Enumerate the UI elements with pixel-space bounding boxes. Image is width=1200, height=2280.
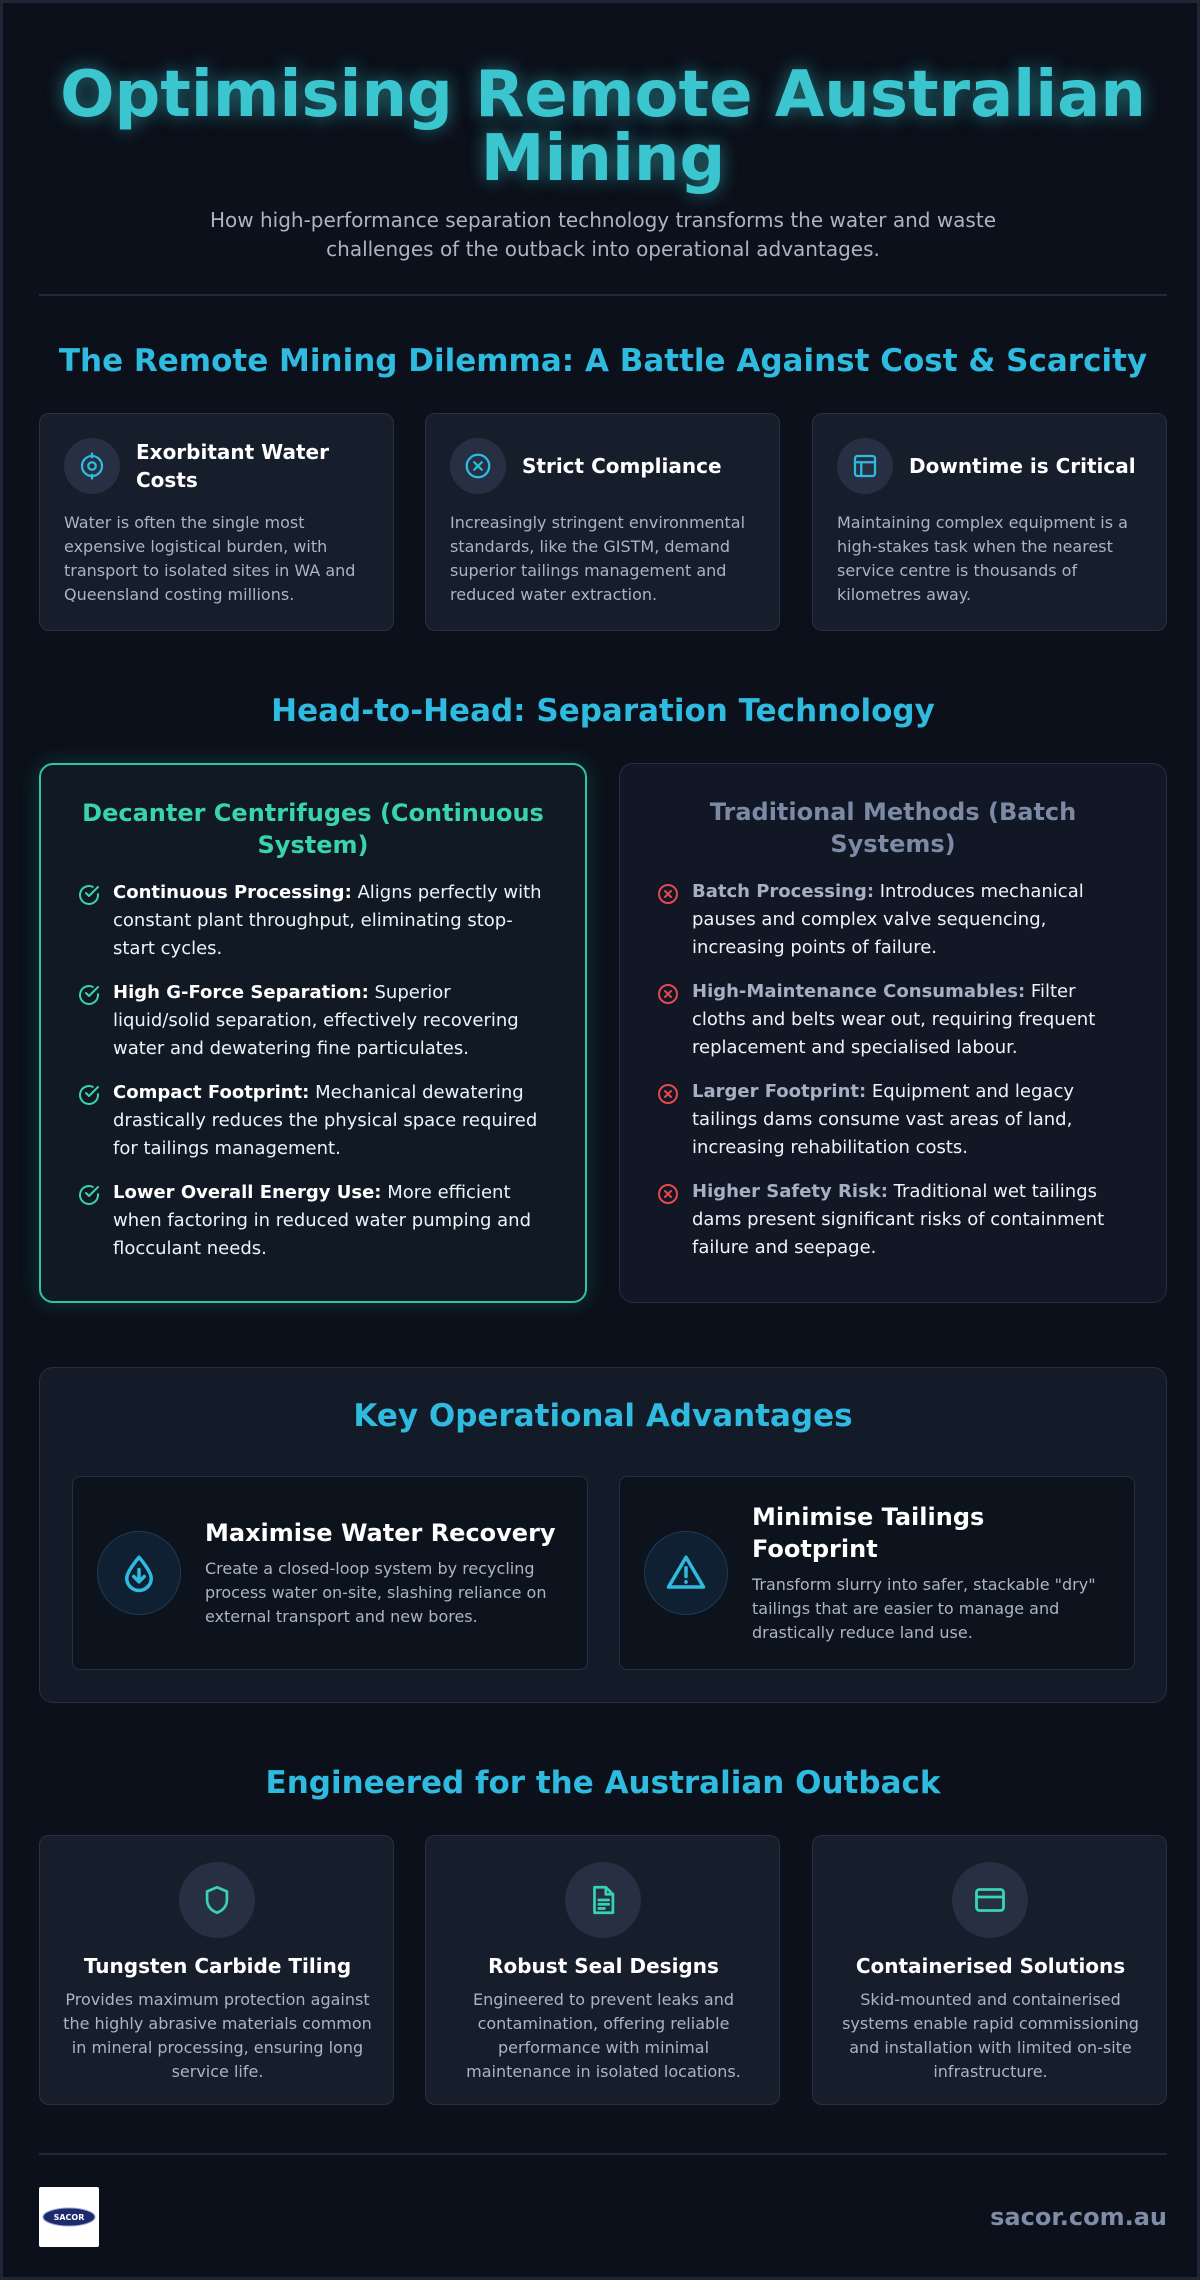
header-divider bbox=[39, 294, 1167, 296]
benefit-text: Mechanical dewatering drastically reduces the physical space required for tailings management. bbox=[113, 1082, 538, 1159]
drawback-item bbox=[656, 1078, 1130, 1162]
outback-card-text: Engineered to prevent leaks and contamination, offering reliable performance with minimal maintenance in isolated locations. bbox=[466, 1990, 741, 2081]
outback-card-text: Provides maximum protection against the highly abrasive materials common in mineral processing, ensuring long service life. bbox=[63, 1990, 372, 2081]
x-circle-icon bbox=[656, 882, 680, 906]
comparison-section-title: Head-to-Head: Separation Technology bbox=[271, 693, 935, 729]
drawback-text: Filter cloths and belts wear out, requiring frequent replacement and specialised labour. bbox=[692, 981, 1096, 1058]
dilemma-card-title: Exorbitant Water Costs bbox=[136, 440, 329, 492]
dilemma-card-compliance bbox=[425, 413, 780, 631]
benefit-text: More efficient when factoring in reduced water pumping and flocculant needs. bbox=[113, 1182, 532, 1259]
advantage-text: Transform slurry into safer, stackable "dry" tailings that are easier to manage and drastically reduce land use. bbox=[752, 1575, 1096, 1642]
layout-panel-icon bbox=[837, 438, 893, 494]
x-circle-icon bbox=[450, 438, 506, 494]
website-link[interactable]: sacor.com.au bbox=[990, 2203, 1167, 2231]
outback-card-seals bbox=[425, 1835, 780, 2105]
dilemma-card-water-costs bbox=[39, 413, 394, 631]
benefit-label: Continuous Processing: bbox=[113, 882, 352, 903]
check-circle-icon bbox=[77, 1083, 101, 1107]
decanter-centrifuge-panel bbox=[39, 763, 587, 1303]
outback-card-title: Tungsten Carbide Tiling bbox=[83, 1954, 352, 1978]
drawback-label: Higher Safety Risk: bbox=[692, 1181, 888, 1202]
decanter-benefit-list bbox=[77, 879, 549, 1263]
outback-card-text: Skid-mounted and containerised systems enable rapid commissioning and installation with limited on-site infrastructure. bbox=[842, 1990, 1139, 2081]
logo-text: SACOR bbox=[53, 2213, 85, 2222]
outback-card-tungsten bbox=[39, 1835, 394, 2105]
sacor-logo bbox=[39, 2187, 99, 2247]
drawback-text: Equipment and legacy tailings dams consume vast areas of land, increasing rehabilitation costs. bbox=[692, 1081, 1075, 1158]
page-subtitle: How high-performance separation technology transforms the water and waste challenges of the outback into operational advantages. bbox=[210, 208, 996, 261]
dilemma-card-text: Increasingly stringent environmental standards, like the GISTM, demand superior tailings management and reduced water extraction. bbox=[450, 513, 746, 604]
advantages-section-title: Key Operational Advantages bbox=[353, 1398, 853, 1434]
outback-section-title: Engineered for the Australian Outback bbox=[265, 1765, 941, 1801]
traditional-drawback-list bbox=[656, 878, 1130, 1262]
traditional-methods-panel bbox=[619, 763, 1167, 1303]
water-drop-target-icon bbox=[64, 438, 120, 494]
document-icon bbox=[565, 1862, 641, 1938]
benefit-item bbox=[77, 1079, 549, 1163]
advantage-card-tailings-footprint bbox=[619, 1476, 1135, 1670]
x-circle-icon bbox=[656, 1182, 680, 1206]
dilemma-card-title: Strict Compliance bbox=[522, 454, 722, 478]
benefit-item bbox=[77, 979, 549, 1063]
benefit-text: Aligns perfectly with constant plant throughput, eliminating stop-start cycles. bbox=[113, 882, 542, 959]
decanter-panel-title: Decanter Centrifuges (Continuous System) bbox=[82, 799, 544, 859]
drawback-item bbox=[656, 1178, 1130, 1262]
x-circle-icon bbox=[656, 1082, 680, 1106]
dilemma-section-title: The Remote Mining Dilemma: A Battle Against Cost & Scarcity bbox=[58, 343, 1148, 379]
check-circle-icon bbox=[77, 1183, 101, 1207]
drawback-label: High-Maintenance Consumables: bbox=[692, 981, 1026, 1002]
check-circle-icon bbox=[77, 883, 101, 907]
advantage-card-water-recovery bbox=[72, 1476, 588, 1670]
dilemma-card-text: Maintaining complex equipment is a high-stakes task when the nearest service centre is thousands of kilometres away. bbox=[837, 513, 1128, 604]
dilemma-card-text: Water is often the single most expensive logistical burden, with transport to isolated sites in WA and Queensland costing millions. bbox=[64, 513, 356, 604]
shield-icon bbox=[179, 1862, 255, 1938]
drawback-label: Batch Processing: bbox=[692, 881, 875, 902]
advantage-text: Create a closed-loop system by recycling process water on-site, slashing reliance on external transport and new bores. bbox=[205, 1559, 547, 1626]
outback-card-containerised bbox=[812, 1835, 1167, 2105]
footer-divider bbox=[39, 2153, 1167, 2155]
benefit-item bbox=[77, 879, 549, 963]
outback-card-title: Robust Seal Designs bbox=[488, 1954, 719, 1978]
outback-card-title: Containerised Solutions bbox=[855, 1954, 1126, 1978]
x-circle-icon bbox=[656, 982, 680, 1006]
drawback-text: Introduces mechanical pauses and complex valve sequencing, increasing points of failure. bbox=[692, 881, 1084, 958]
advantage-title: Minimise Tailings Footprint bbox=[752, 1503, 985, 1563]
benefit-label: Lower Overall Energy Use: bbox=[113, 1182, 382, 1203]
check-circle-icon bbox=[77, 983, 101, 1007]
dilemma-card-downtime bbox=[812, 413, 1167, 631]
drawback-text: Traditional wet tailings dams present significant risks of containment failure and seepage. bbox=[692, 1181, 1105, 1258]
page-title: Optimising Remote Australian Mining bbox=[60, 58, 1146, 196]
benefit-label: Compact Footprint: bbox=[113, 1082, 310, 1103]
drawback-item bbox=[656, 878, 1130, 962]
drawback-item bbox=[656, 978, 1130, 1062]
advantage-title: Maximise Water Recovery bbox=[205, 1519, 556, 1547]
benefit-item bbox=[77, 1179, 549, 1263]
dilemma-card-title: Downtime is Critical bbox=[909, 454, 1136, 478]
traditional-panel-title: Traditional Methods (Batch Systems) bbox=[709, 798, 1077, 858]
benefit-label: High G-Force Separation: bbox=[113, 982, 369, 1003]
benefit-text: Superior liquid/solid separation, effectively recovering water and dewatering fine particulates. bbox=[113, 982, 519, 1059]
container-card-icon bbox=[952, 1862, 1028, 1938]
warning-triangle-icon bbox=[644, 1531, 728, 1615]
advantages-panel bbox=[39, 1367, 1167, 1703]
water-drop-arrow-icon bbox=[97, 1531, 181, 1615]
drawback-label: Larger Footprint: bbox=[692, 1081, 867, 1102]
